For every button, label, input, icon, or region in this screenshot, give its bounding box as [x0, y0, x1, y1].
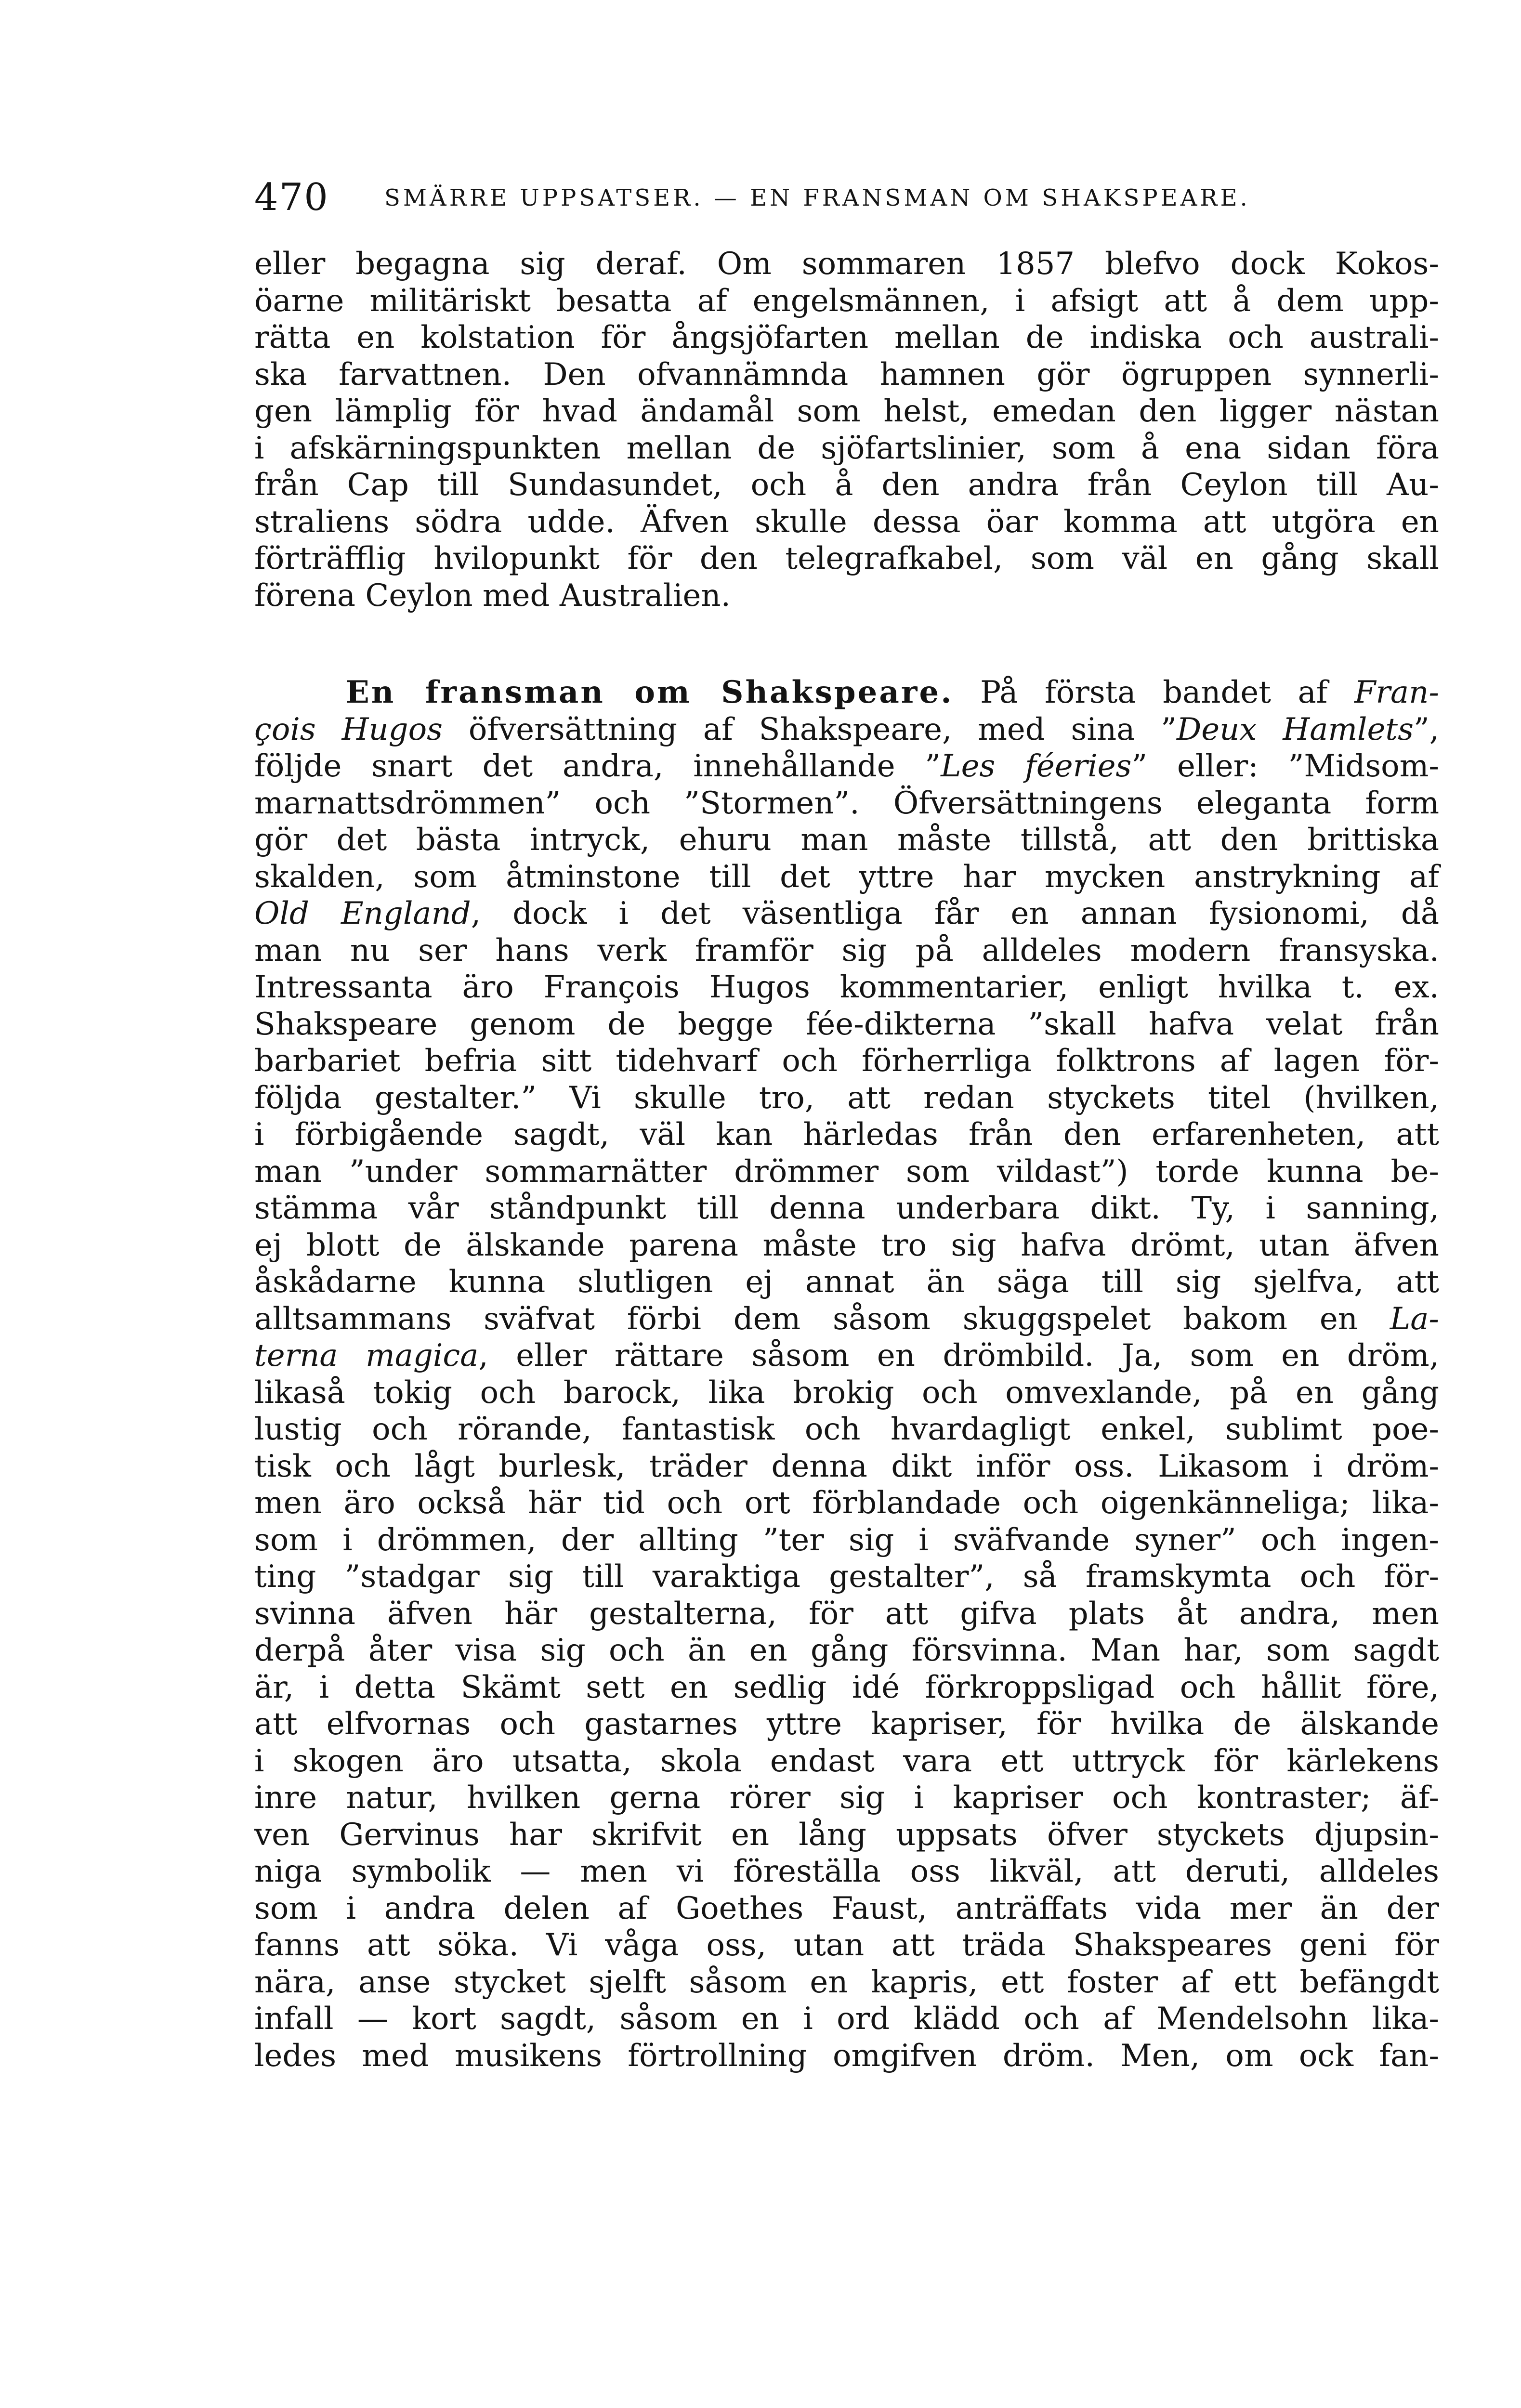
text-line: öarne militäriskt besatta af engelsmännen, i afsigt att å dem upp-	[254, 283, 1439, 319]
text-line: i skogen äro utsatta, skola endast vara ett uttryck för kärlekens	[254, 1743, 1439, 1779]
text-line: eller begagna sig deraf. Om sommaren 1857 blefvo dock Kokos-	[254, 246, 1439, 282]
text-line: som i andra delen af Goethes Faust, anträffats vida mer än der	[254, 1890, 1439, 1926]
text-line	[254, 895, 1439, 932]
text-line: ska farvattnen. Den ofvannämnda hamnen gör ögruppen synnerli-	[254, 356, 1439, 393]
text-line: likaså tokig och barock, lika brokig och omvexlande, på en gång	[254, 1374, 1439, 1411]
italic-title: Les féeries	[941, 748, 1132, 784]
text-line: gör det bästa intryck, ehuru man måste tillstå, att den brittiska	[254, 822, 1439, 858]
text-line: marnattsdrömmen” och ”Stormen”. Öfversättningens eleganta form	[254, 785, 1439, 821]
page-number: 470	[254, 176, 329, 219]
italic-title: Deux Hamlets	[1176, 711, 1414, 747]
text-line: ven Gervinus har skrifvit en lång uppsats öfver styckets djupsin-	[254, 1817, 1439, 1853]
italic-title: La-	[1390, 1301, 1439, 1337]
text-line: förena Ceylon med Australien.	[254, 577, 731, 614]
text-span: följde snart det andra, innehållande ”	[254, 748, 941, 784]
text-span: öfversättning af Shakspeare, med sina ”	[442, 711, 1177, 747]
text-line	[254, 674, 1439, 711]
text-line: tisk och lågt burlesk, träder denna dikt inför oss. Likasom i dröm-	[254, 1448, 1439, 1484]
text-line: följda gestalter.” Vi skulle tro, att redan styckets titel (hvilken,	[254, 1080, 1439, 1116]
paragraph-gap	[254, 614, 1439, 674]
text-line: straliens södra udde. Äfven skulle dessa öar komma att utgöra en	[254, 504, 1439, 540]
running-title: SMÄRRE UPPSATSER. — EN FRANSMAN OM SHAKSPEARE.	[384, 184, 1250, 211]
text-line: skalden, som åtminstone till det yttre har mycken anstrykning af	[254, 859, 1439, 895]
text-line	[254, 1301, 1439, 1338]
text-line: derpå åter visa sig och än en gång försvinna. Man har, som sagdt	[254, 1633, 1439, 1668]
page-header	[254, 176, 1439, 229]
text-line: Intressanta äro François Hugos kommentarier, enligt hvilka t. ex.	[254, 969, 1439, 1005]
text-line: stämma vår ståndpunkt till denna underbara dikt. Ty, i sanning,	[254, 1191, 1439, 1226]
text-span: På första bandet af	[953, 675, 1355, 710]
text-line: ledes med musikens förtrollning omgifven dröm. Men, om ock fan-	[254, 2038, 1439, 2074]
page-body	[254, 246, 1439, 2074]
text-line: barbariet befria sitt tidehvarf och förherrliga folktrons af lagen för-	[254, 1043, 1439, 1079]
italic-title: Old England	[254, 896, 471, 931]
text-line: men äro också här tid och ort förblandade och oigenkänneliga; lika-	[254, 1485, 1439, 1521]
text-line: gen lämplig för hvad ändamål som helst, emedan den ligger nästan	[254, 393, 1439, 429]
paragraph-kokos-islands	[254, 246, 1439, 614]
italic-title: Fran-	[1354, 675, 1440, 710]
italic-title: çois Hugos	[254, 711, 443, 747]
text-line: åskådarne kunna slutligen ej annat än säga till sig sjelfva, att	[254, 1264, 1439, 1300]
text-span: ”,	[1413, 711, 1440, 747]
text-line: man nu ser hans verk framför sig på alldeles modern fransyska.	[254, 932, 1439, 968]
text-line: svinna äfven här gestalterna, för att gifva plats åt andra, men	[254, 1596, 1439, 1632]
text-span: , eller rättare såsom en drömbild. Ja, som en dröm,	[478, 1338, 1440, 1374]
text-span: alltsammans sväfvat förbi dem såsom skuggspelet bakom en	[254, 1301, 1390, 1337]
text-line: i förbigående sagdt, väl kan härledas från den erfarenheten, att	[254, 1117, 1439, 1152]
text-line: inre natur, hvilken gerna rörer sig i kapriser och kontraster; äf-	[254, 1780, 1439, 1816]
italic-title: terna magica	[254, 1338, 479, 1374]
text-span: , dock i det väsentliga får en annan fysionomi, då	[471, 896, 1440, 931]
text-line: är, i detta Skämt sett en sedlig idé förkroppsligad och hållit före,	[254, 1669, 1439, 1705]
text-line: fanns att söka. Vi våga oss, utan att träda Shakspeares geni för	[254, 1927, 1439, 1963]
text-line: ting ”stadgar sig till varaktiga gestalter”, så framskymta och för-	[254, 1559, 1439, 1595]
text-line: nära, anse stycket sjelft såsom en kapris, ett foster af ett befängdt	[254, 1964, 1439, 2000]
text-line: man ”under sommarnätter drömmer som vildast”) torde kunna be-	[254, 1153, 1439, 1190]
text-line: infall — kort sagdt, såsom en i ord klädd och af Mendelsohn lika-	[254, 2001, 1439, 2037]
text-line: Shakspeare genom de begge fée-dikterna ”skall hafva velat från	[254, 1006, 1439, 1042]
text-line: lustig och rörande, fantastisk och hvardagligt enkel, sublimt poe-	[254, 1412, 1439, 1447]
text-span: ” eller: ”Midsom-	[1131, 748, 1440, 784]
text-line: rätta en kolstation för ångsjöfarten mellan de indiska och australi-	[254, 320, 1439, 355]
paragraph-shakspeare	[254, 674, 1439, 2074]
text-line	[254, 748, 1439, 785]
text-line	[254, 1337, 1439, 1374]
text-line	[254, 711, 1439, 748]
text-line: från Cap till Sundasundet, och å den andra från Ceylon till Au-	[254, 467, 1439, 503]
text-line: ej blott de älskande parena måste tro sig hafva drömt, utan äfven	[254, 1227, 1439, 1263]
text-line: som i drömmen, der allting ”ter sig i sväfvande syner” och ingen-	[254, 1522, 1439, 1558]
text-line: i afskärningspunkten mellan de sjöfartslinier, som å ena sidan föra	[254, 430, 1439, 466]
text-line: niga symbolik — men vi föreställa oss likväl, att deruti, alldeles	[254, 1854, 1439, 1889]
section-heading: En fransman om Shakspeare.	[346, 674, 954, 710]
text-line: att elfvornas och gastarnes yttre kapriser, för hvilka de älskande	[254, 1706, 1439, 1742]
text-line: förträfflig hvilopunkt för den telegrafkabel, som väl en gång skall	[254, 541, 1439, 576]
